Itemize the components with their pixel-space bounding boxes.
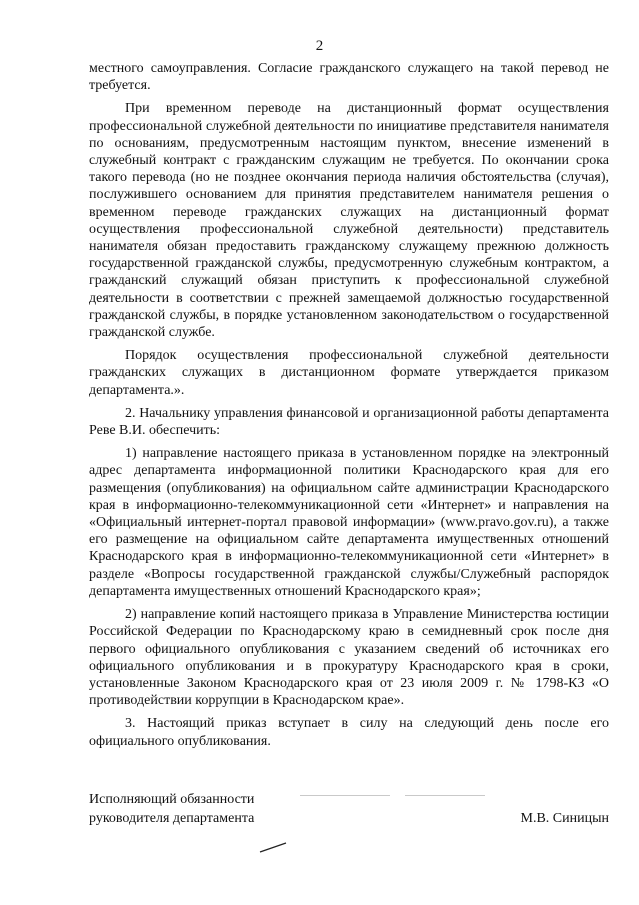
paragraph-item-2: 2. Начальнику управления финансовой и организационной работы департамента Реве В.И. обеспечить:: [89, 405, 609, 439]
paragraph-item-3: 3. Настоящий приказ вступает в силу на следующий день после его официального опубликования.: [89, 716, 609, 749]
page-number: 2: [315, 38, 324, 54]
paragraph-item-2-2: 2) направление копий настоящего приказа в Управление Министерства юстиции Российской Федерации по Краснодарскому краю в семидневный срок после дня первого официального опубликования с указанием сведений об источниках его официального опубликования и в прокуратуру Краснодарского края в сроки, установленные Законом Краснодарского края от 23 июля 2009 г. № 1798-КЗ «О противодействии коррупции в Краснодарском крае».: [89, 607, 609, 709]
handwritten-signature-stroke: [258, 840, 288, 854]
paragraph-procedure: Порядок осуществления профессиональной служебной деятельности гражданских служащих в дистанционном формате утверждается приказом департамента.».: [89, 348, 609, 398]
signer-position-line2: руководителя департамента: [89, 811, 255, 826]
paragraph-continuation: местного самоуправления. Согласие гражданского служащего на такой перевод не требуется.: [89, 61, 609, 94]
signer-position-line1: Исполняющий обязанности: [89, 792, 255, 807]
signer-position: [89, 790, 349, 828]
paragraph-item-2-1: 1) направление настоящего приказа в установленном порядке на электронный адрес департамента информационной политики Краснодарского края для его размещения (опубликования) на официальном сайте администрации Краснодарского края в информационно-телекоммуникационной сети «Интернет» и направления на «Официальный интернет-портал правовой информации» (www.pravo.gov.ru), а также его размещение на официальном сайте департамента имущественных отношений Краснодарского края в информационно-телекоммуникационной сети «Интернет» в разделе «Вопросы государственной гражданской службы/Служебный распорядок департамента имущественных отношений Краснодарского края»;: [89, 446, 609, 599]
signer-name: М.В. Синицын: [520, 811, 609, 826]
signature-block: [89, 790, 609, 828]
paragraph-remote-transfer: При временном переводе на дистанционный формат осуществления профессиональной служебной деятельности по инициативе представителя нанимателя по основаниям, предусмотренным настоящим пунктом, внесение изменений в служебный контракт с гражданским служащим не требуется. По окончании срока такого перевода (но не позднее окончания периода наличия обстоятельства (случая), послужившего основанием для принятия представителем нанимателя решения о временном переводе гражданских служащих на дистанционный формат осуществления профессиональной служебной деятельности) представитель нанимателя обязан предоставить гражданскому служащему прежнюю должность государственной гражданской службы, предусмотренную служебным контрактом, а гражданский служащий обязан приступить к профессиональной служебной деятельности в соответствии с прежней замещаемой должностью государственной гражданской службы, в порядке установленном законодательством о государственной гражданской службе.: [89, 101, 609, 341]
document-body: [89, 60, 609, 750]
